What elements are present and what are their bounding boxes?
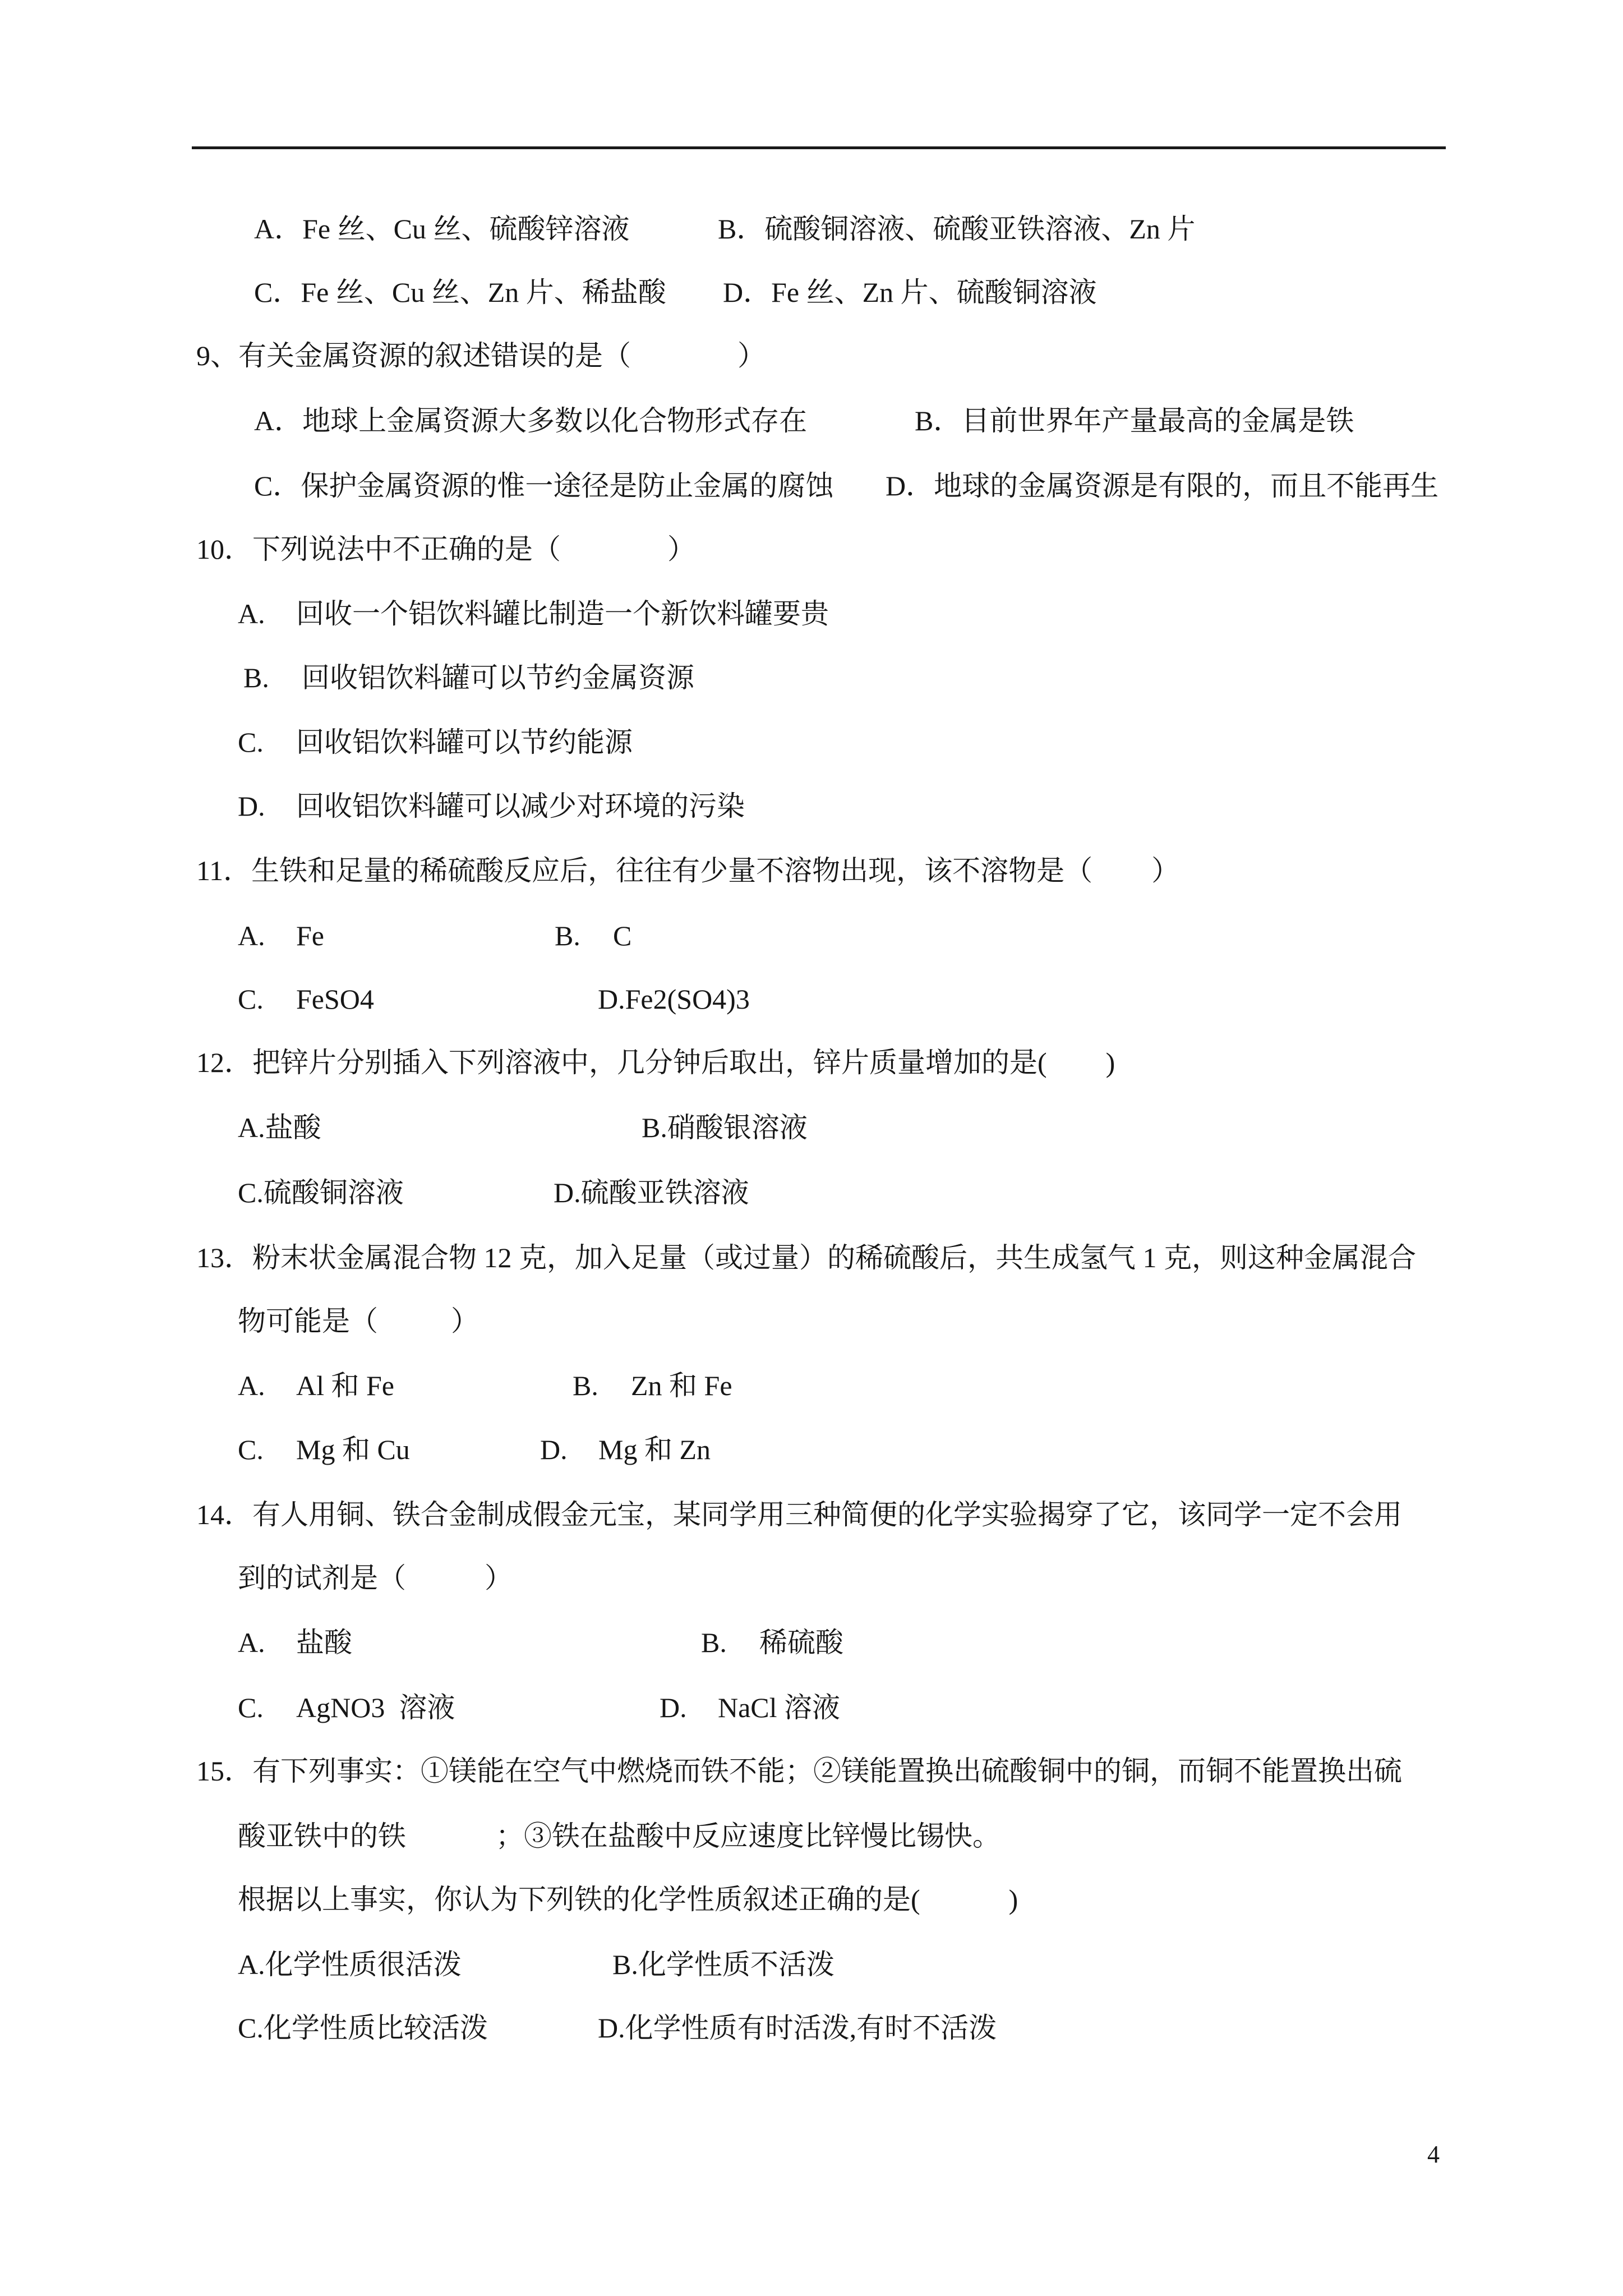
option-text: Al 和 Fe (296, 1370, 394, 1401)
question-9-stem (196, 339, 1601, 372)
question-12-option-b: B.硝酸银溶液 (642, 1112, 808, 1143)
question-9-option-a: A．地球上金属资源大多数以化合物形式存在 (254, 405, 808, 436)
continued-options-row-ab (0, 212, 1623, 246)
question-14-stem-row-1 (0, 1498, 1623, 1531)
question-13-stem-row-2 (0, 1304, 1623, 1338)
question-10-option-a (238, 597, 1601, 631)
question-15-stem-row-2 (0, 1819, 1623, 1853)
question-12-option-c: C.硫酸铜溶液 (238, 1177, 404, 1208)
question-14-options-cd (0, 1691, 1623, 1724)
question-9-options-ab (0, 404, 1623, 438)
question-11-options-ab (0, 919, 1623, 953)
question-14-stem-line-2 (238, 1561, 1601, 1595)
answer-blank (378, 1325, 451, 1331)
question-15-stem-line-2 (238, 1819, 1601, 1853)
question-9-stem-text: 9、有关金属资源的叙述错误的是（ (196, 340, 631, 371)
answer-blank-close: ） (485, 1562, 513, 1594)
option-text: 回收铝饮料罐可以节约金属资源 (302, 662, 694, 693)
option-text: C (613, 920, 632, 951)
question-9-options-cd (0, 469, 1623, 503)
question-10-stem (196, 532, 1601, 566)
option-text: NaCl 溶液 (718, 1692, 841, 1723)
option-text: Mg 和 Zn (598, 1434, 711, 1465)
question-14-stem-text: 到的试剂是（ (238, 1562, 406, 1594)
question-13-stem-line-2 (238, 1304, 1601, 1338)
question-13-option-b (573, 1369, 1601, 1402)
option-label: C. (238, 1692, 264, 1723)
answer-blank (631, 360, 737, 365)
question-10-stem-row (0, 532, 1623, 566)
answer-blank-close: ） (667, 533, 695, 565)
question-15-option-c: C.化学性质比较活泼 (238, 2012, 488, 2044)
question-15-option-d: D.化学性质有时活泼,有时不活泼 (598, 2012, 997, 2044)
option-text: 回收铝饮料罐可以减少对环境的污染 (296, 790, 745, 822)
option-text: AgNO3 溶液 (296, 1692, 455, 1723)
continued-option-a: A．Fe 丝、Cu 丝、硫酸锌溶液 (254, 213, 630, 245)
option-label: C. (238, 1434, 264, 1465)
question-12-options-cd (0, 1176, 1623, 1209)
question-15-stem-text-a: 酸亚铁中的铁 (238, 1820, 406, 1852)
question-12-stem-row (0, 1046, 1623, 1079)
option-label: A. (238, 920, 265, 951)
option-text: Mg 和 Cu (296, 1434, 410, 1465)
question-15-stem-line-1: 15．有下列事实：①镁能在空气中燃烧而铁不能；②镁能置换出硫酸铜中的铜，而铜不能置换出硫 (196, 1755, 1402, 1787)
option-label: D. (660, 1692, 687, 1723)
question-12-stem-text: 12．把锌片分别插入下列溶液中，几分钟后取出，锌片质量增加的是( (196, 1047, 1047, 1078)
option-text: 回收一个铝饮料罐比制造一个新饮料罐要贵 (296, 598, 829, 629)
option-label: B. (573, 1370, 598, 1401)
question-15-stem-line-3 (238, 1883, 1601, 1916)
page-number: 4 (1427, 2141, 1440, 2168)
question-11-stem (196, 854, 1601, 887)
option-text: 稀硫酸 (759, 1627, 843, 1658)
option-text: FeSO4 (296, 983, 374, 1015)
question-14-option-d (660, 1691, 1601, 1724)
header-rule (192, 146, 1446, 149)
option-label: D. (540, 1434, 568, 1465)
question-10-option-c (238, 725, 1601, 759)
answer-blank-close: ） (1151, 855, 1180, 886)
question-10-option-c-row (0, 725, 1623, 759)
question-15-options-ab (0, 1948, 1623, 1981)
question-15-stem-row-3 (0, 1883, 1623, 1916)
question-10-stem-text: 10．下列说法中不正确的是（ (196, 533, 561, 565)
option-label: A. (238, 1370, 265, 1401)
question-12-stem (196, 1046, 1601, 1079)
question-13-options-ab (0, 1369, 1623, 1402)
question-13-stem-text: 物可能是（ (238, 1305, 378, 1337)
question-15-option-b: B.化学性质不活泼 (612, 1949, 834, 1980)
question-15-stem-row-1 (0, 1754, 1623, 1788)
answer-blank-close: ) (1008, 1884, 1018, 1915)
answer-blank (920, 1903, 1009, 1909)
option-label: B. (243, 662, 269, 693)
answer-blank (1092, 875, 1151, 880)
question-15-options-cd (0, 2011, 1623, 2045)
question-12-option-d: D.硫酸亚铁溶液 (554, 1177, 749, 1208)
question-10-option-b (243, 661, 1601, 694)
question-12-option-a: A.盐酸 (238, 1112, 321, 1143)
question-9-option-b: B．目前世界年产量最高的金属是铁 (915, 405, 1354, 436)
continued-options-row-cd (0, 275, 1623, 309)
question-10-option-d (238, 789, 1601, 823)
option-label: C. (238, 726, 264, 758)
option-label: A. (238, 1627, 265, 1658)
question-15-stem-text-b: ；③铁在盐酸中反应速度比锌慢比锡快。 (496, 1820, 1000, 1852)
question-14-stem-row-2 (0, 1561, 1623, 1595)
option-label: C. (238, 983, 264, 1015)
question-11-stem-text: 11．生铁和足量的稀硫酸反应后，往往有少量不溶物出现，该不溶物是（ (196, 855, 1093, 886)
question-15-option-a: A.化学性质很活泼 (238, 1949, 462, 1980)
question-9-stem-row (0, 339, 1623, 372)
question-11-stem-row (0, 854, 1623, 887)
question-11-options-cd (0, 982, 1623, 1016)
question-9-option-d: D．地球的金属资源是有限的，而且不能再生 (886, 470, 1439, 501)
question-13-stem-line-1: 13．粉末状金属混合物 12 克，加入足量（或过量）的稀硫酸后，共生成氢气 1 克，则这种金属混合 (196, 1242, 1416, 1273)
option-text: Zn 和 Fe (631, 1370, 732, 1401)
question-13-option-d (540, 1433, 1601, 1466)
continued-option-b: B．硫酸铜溶液、硫酸亚铁溶液、Zn 片 (718, 213, 1196, 245)
text-gap (406, 1840, 496, 1846)
option-label: B. (555, 920, 580, 951)
answer-blank (561, 553, 667, 559)
question-13-stem-row-1 (0, 1241, 1623, 1274)
question-10-option-d-row (0, 789, 1623, 823)
option-label: B. (701, 1627, 727, 1658)
answer-blank (406, 1582, 485, 1588)
question-14-stem-line-1: 14．有人用铜、铁合金制成假金元宝，某同学用三种简便的化学实验揭穿了它，该同学一定不会用 (196, 1499, 1402, 1530)
question-15-stem-text-c: 根据以上事实，你认为下列铁的化学性质叙述正确的是( (238, 1884, 920, 1915)
option-text: 回收铝饮料罐可以节约能源 (296, 726, 633, 758)
question-11-option-b (555, 919, 1601, 953)
question-10-option-b-row (0, 661, 1623, 694)
question-11-option-d: D.Fe2(SO4)3 (598, 983, 750, 1015)
question-10-option-a-row (0, 597, 1623, 631)
option-label: D. (238, 790, 265, 822)
question-9-option-c: C．保护金属资源的惟一途径是防止金属的腐蚀 (254, 470, 834, 501)
question-13-options-cd (0, 1433, 1623, 1466)
answer-blank-close: ） (451, 1305, 479, 1337)
continued-option-d: D．Fe 丝、Zn 片、硫酸铜溶液 (723, 277, 1097, 308)
option-text: 盐酸 (296, 1627, 352, 1658)
answer-blank (1047, 1066, 1106, 1072)
option-label: A. (238, 598, 265, 629)
question-14-options-ab (0, 1626, 1623, 1659)
option-text: Fe (296, 920, 324, 951)
question-14-option-b (701, 1626, 1601, 1659)
answer-blank-close: ) (1105, 1047, 1115, 1078)
answer-blank-close: ） (737, 340, 766, 371)
question-12-options-ab (0, 1111, 1623, 1144)
continued-option-c: C．Fe 丝、Cu 丝、Zn 片、稀盐酸 (254, 277, 666, 308)
